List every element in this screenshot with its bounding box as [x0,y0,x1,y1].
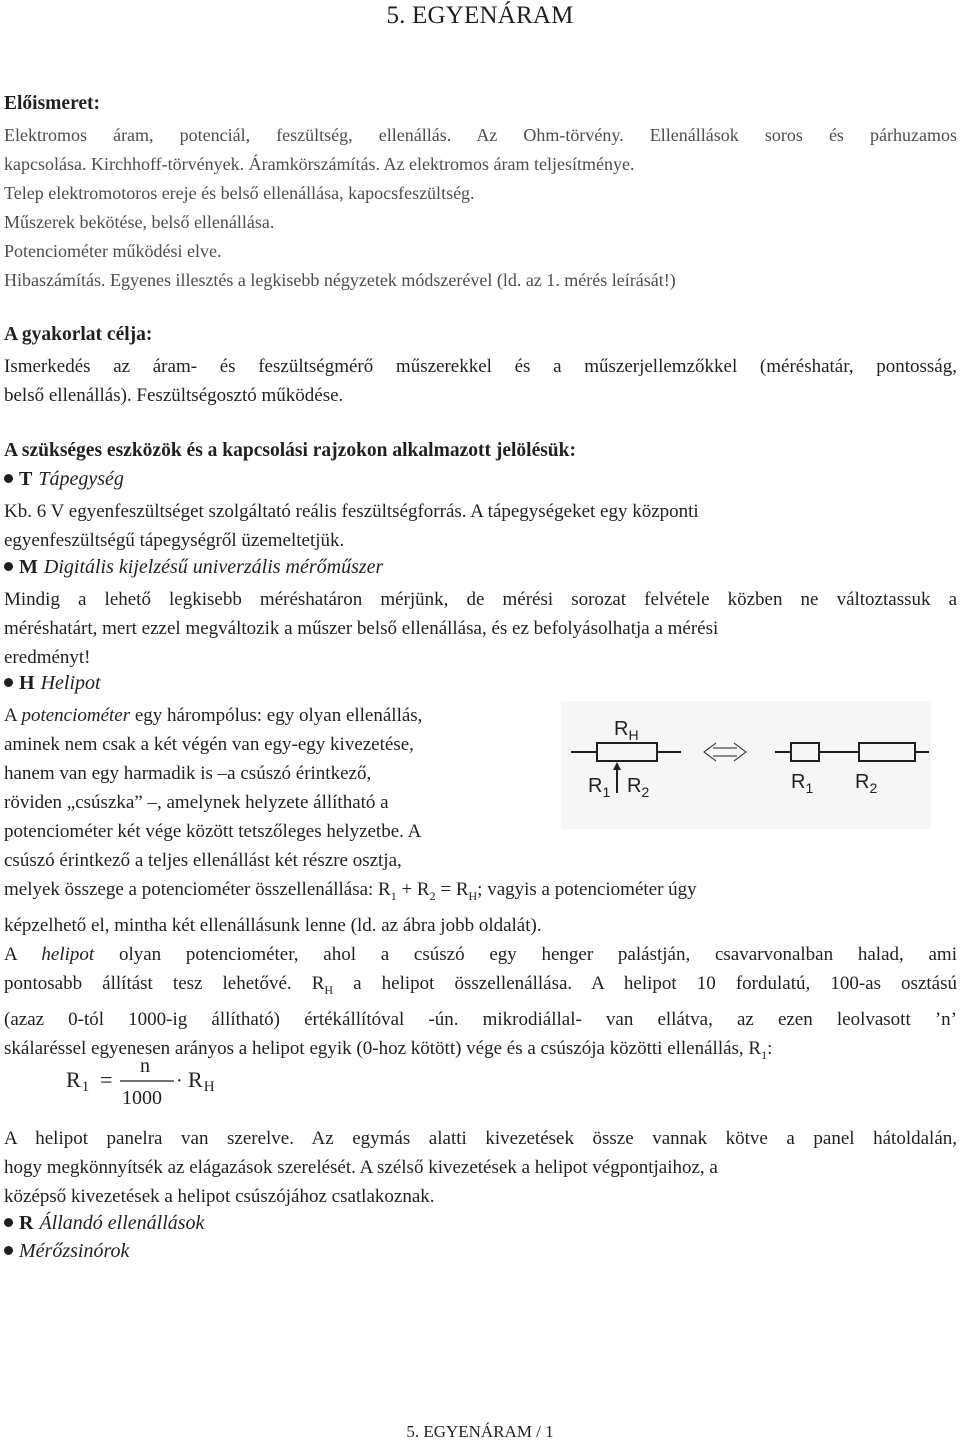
helipot-line: aminek nem csak a két végén van egy-egy kivezetése, [4,734,414,755]
tool-symbol: T [19,468,33,490]
bullet-icon [4,1218,13,1227]
tools-heading: A szükséges eszközök és a kapcsolási rajzokon alkalmazott jelölésük: [4,440,576,461]
label-rh: $R_H$ [614,718,639,743]
helipot-line: pontosabb állítást tesz lehetővé. $R_H$ a helipot összellenállása. A helipot 10 fordulatú, 100-as osztású [4,972,957,997]
prior-line: Potenciométer működési elve. [4,241,222,261]
helipot-line: röviden „csúszka” –, amelynek helyzete állítható a [4,792,389,813]
helipot-panel-text [4,1124,957,1211]
label-r2: $R_2$ [627,775,650,800]
goal-text [4,352,957,410]
helipot-line: skálaréssel egyenesen arányos a helipot egyik (0-hoz kötött) vége és a csúszója közötti ellenállás, $R_1$: [4,1037,773,1062]
prior-line: Elektromos áram, potenciál, feszültség, ellenállás. Az Ohm-törvény. Ellenállások soros és párhuzamos [4,125,957,145]
tool-name: Mérőzsinórok [19,1240,130,1262]
label-r1: $R_1$ [588,775,611,800]
page-title: 5. EGYENÁRAM [386,2,574,29]
tool-symbol: H [19,672,35,694]
helipot-formula [66,1052,266,1118]
helipot-line: A helipot panelra van szerelve. Az egymás alatti kivezetések össze vannak kötve a panel hátoldalán, [4,1128,957,1149]
potentiometer-diagram [561,701,931,829]
tool-M-line: Mindig a lehető legkisebb méréshatáron mérjünk, de mérési sorozat felvétele közben ne változtassuk a [4,589,957,610]
resistor-r2 [859,743,915,761]
tool-item-cables [4,1240,129,1263]
formula-svg [66,1052,266,1112]
bullet-icon [4,678,13,687]
formula-lhs: R1 [66,1067,90,1095]
label-r1-right: $R_1$ [791,771,814,796]
tool-T-line: Kb. 6 V egyenfeszültséget szolgáltató reális feszültségforrás. A tápegységeket egy központi [4,501,699,522]
helipot-line: A helipot olyan potenciométer, ahol a csúszó egy henger palástján, csavarvonalban halad, ami [4,943,957,965]
tool-symbol: M [19,556,38,578]
page-footer: 5. EGYENÁRAM / 1 [406,1422,554,1441]
goal-heading: A gyakorlat célja: [4,324,153,345]
tool-M-line: méréshatárt, mert ezzel megváltozik a műszer belső ellenállása, és ez befolyásolhatja a mérési [4,618,719,639]
helipot-line: csúszó érintkező a teljes ellenállást két részre osztja, [4,850,402,871]
prior-line: Telep elektromotoros ereje és belső ellenállása, kapocsfeszültség. [4,183,475,203]
prior-line: Műszerek bekötése, belső ellenállása. [4,212,275,232]
tool-item-M [4,556,383,579]
tool-item-H [4,672,101,695]
helipot-line: középső kivezetések a helipot csúszójához csatlakoznak. [4,1186,435,1207]
prior-line: Hibaszámítás. Egyenes illesztés a legkisebb négyzetek módszerével (ld. az 1. mérés leírását!) [4,270,676,290]
bullet-icon [4,1246,13,1255]
tool-name: Tápegység [38,468,124,490]
formula-eq: = [100,1067,113,1092]
prior-text [4,121,957,295]
goal-line: belső ellenállás). Feszültségosztó működése. [4,385,344,406]
potentiometer-figure [561,701,931,829]
tool-T-text [4,497,957,555]
helipot-line: hogy megkönnyítsék az elágazások szerelését. A szélső kivezetések a helipot végpontjaihoz, a [4,1157,718,1178]
tool-name: Digitális kijelzésű univerzális mérőműszer [43,556,384,578]
helipot-line: A potenciométer egy hárompólus: egy olyan ellenállás, [4,705,423,726]
wiper-arrow-icon [613,762,621,770]
formula-denominator: 1000 [122,1087,162,1109]
formula-rhs: RH [188,1067,215,1095]
helipot-line: (azaz 0-tól 1000-ig állítható) értékállítóval -ún. mikrodiállal- van ellátva, az ezen leolvasott ’n’ [4,1008,957,1030]
tool-name: Helipot [40,672,101,694]
label-r2-right: $R_2$ [855,771,878,796]
helipot-line: potenciométer két vége között tetszőleges helyzetbe. A [4,821,422,842]
tool-item-T [4,468,124,491]
tool-T-line: egyenfeszültségű tápegységről üzemeltetjük. [4,530,345,551]
helipot-text-narrow [4,701,549,875]
goal-line: Ismerkedés az áram- és feszültségmérő műszerekkel és a műszerjellemzőkkel (méréshatár, pontosság, [4,356,957,377]
prior-heading: Előismeret: [4,93,101,114]
tool-symbol: R [19,1212,34,1234]
resistor-r1 [791,743,819,761]
formula-numerator: n [140,1055,150,1077]
prior-line: kapcsolása. Kirchhoff-törvények. Áramkörszámítás. Az elektromos áram teljesítménye. [4,154,635,174]
helipot-text-wide [4,875,957,1069]
tool-M-text [4,585,957,672]
helipot-line: képzelhető el, mintha két ellenállásunk lenne (ld. az ábra jobb oldalát). [4,914,542,936]
formula-dot: · [176,1070,183,1092]
resistor-rh [597,743,657,761]
bullet-icon [4,562,13,571]
equivalence-arrow-icon [704,743,746,761]
tool-name: Állandó ellenállások [39,1212,205,1234]
helipot-line: melyek összege a potenciométer összellenállása: $R_1 + R_2 = R_H$; vagyis a potenciométer úgy [4,879,697,903]
tool-M-line: eredményt! [4,647,91,668]
tool-item-R [4,1212,204,1235]
bullet-icon [4,474,13,483]
helipot-line: hanem van egy harmadik is –a csúszó érintkező, [4,763,372,784]
